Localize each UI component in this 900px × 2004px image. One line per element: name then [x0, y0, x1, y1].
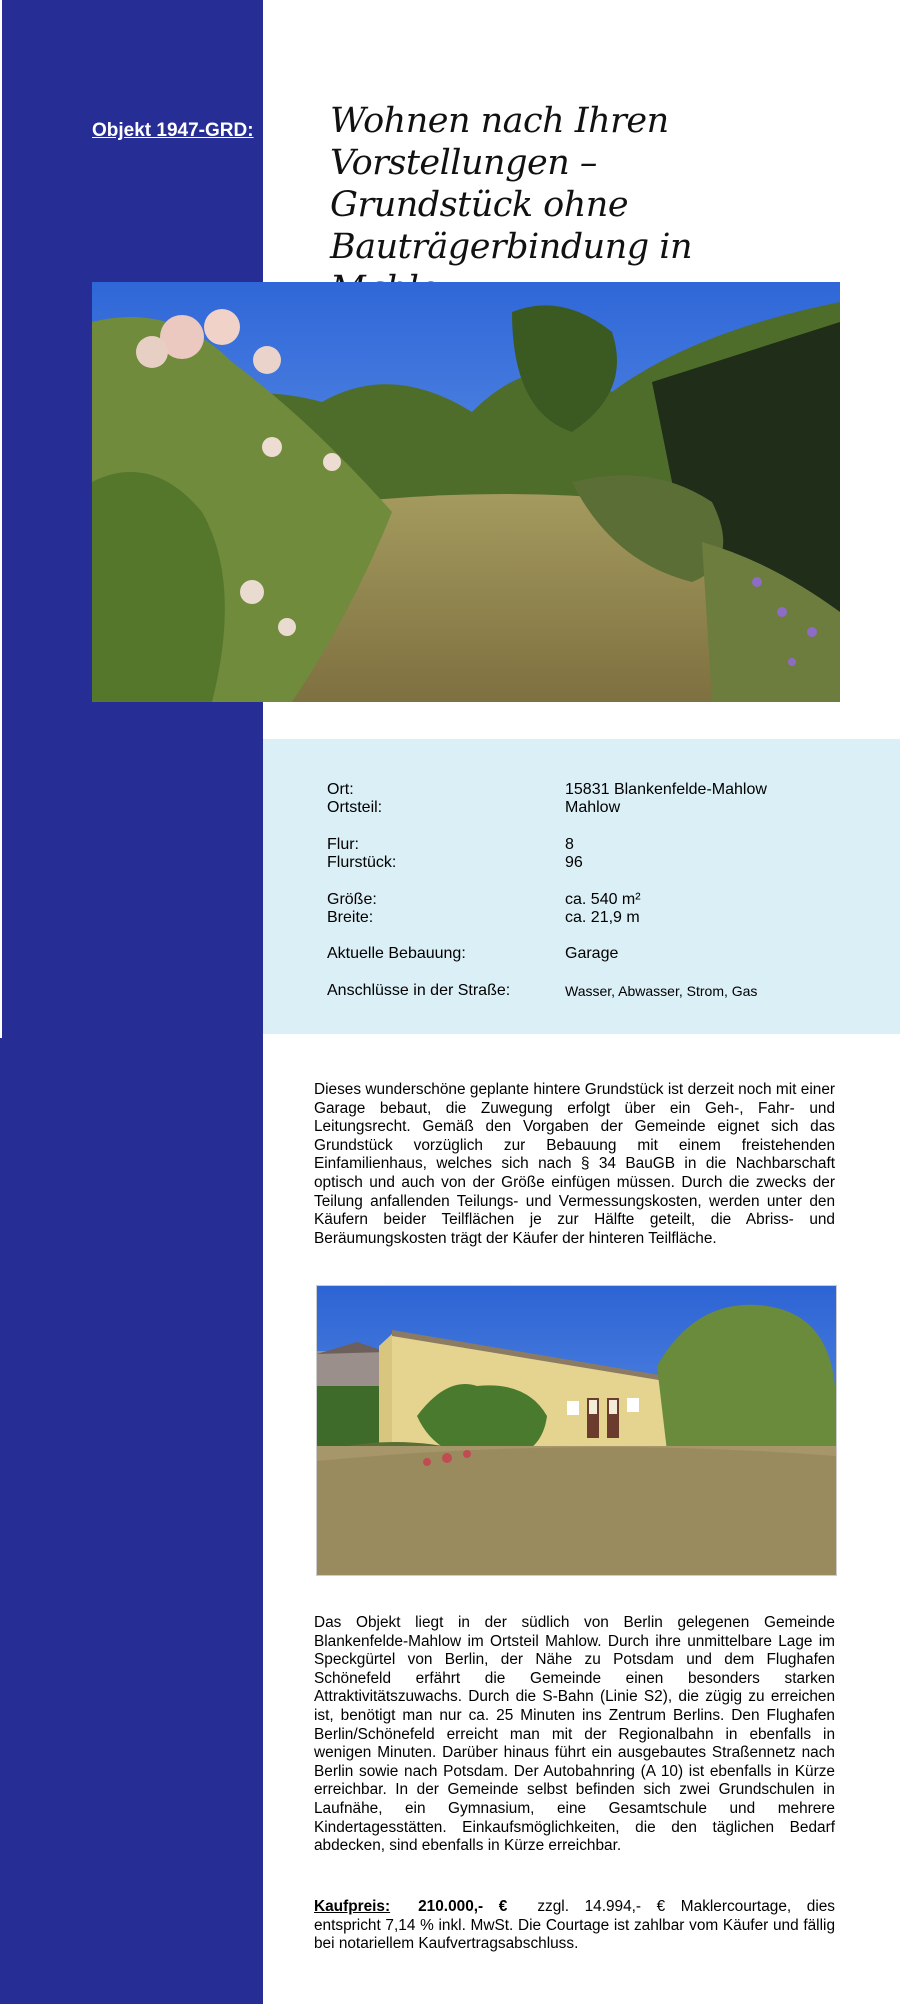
description-paragraph: Dieses wunderschöne geplante hintere Grundstück ist derzeit noch mit einer Garage bebaut, die Zuwegung erfolgt über ein Geh-, Fahr- und Leitungsrecht. Gemäß den Vorgaben der Gemeinde eignet sich das Grundstück vorzüglich zur Bebauung mit einem freistehenden Einfamilienhaus, welches sich nach § 34 BauGB in die Nachbarschaft optisch und auch von der Größe einfügen müssen. Durch die zwecks der Teilung anfallenden Teilungs- und Vermessungskosten, werden unter den Käufern beider Teilflächen je zur Hälfte geteilt, die Abriss- und Beräumungskosten trägt der Käufer der hinteren Teilfläche. [314, 1081, 835, 1247]
garage-house-photo [316, 1285, 837, 1576]
sidebar-edge [0, 0, 2, 1038]
price-label: Kaufpreis: [314, 1898, 391, 1915]
fact-value: ca. 540 m² [565, 891, 641, 908]
fact-value: Mahlow [565, 799, 621, 816]
object-number: Objekt 1947-GRD: [92, 120, 254, 141]
location-paragraph: Das Objekt liegt in der südlich von Berlin gelegenen Gemeinde Blankenfelde-Mahlow im Ortsteil Mahlow. Durch ihre unmittelbare Lage im Speckgürtel von Berlin, der Nähe zu Potsdam und dem Flughafen Schönefeld erfährt die Gemeinde einen besonders starken Attraktivitätszuwachs. Durch die S-Bahn (Linie S2), die zügig zu erreichen ist, benötigt man nur ca. 25 Minuten ins Zentrum Berlins. Den Flughafen Berlin/Schönefeld erreicht man mit der Regionalbahn in ebenfalls in wenigen Minuten. Darüber hinaus führt ein ausgebautes Straßennetz nach Berlin sowie nach Potsdam. Der Autobahnring (A 10) ist ebenfalls in Kürze erreichbar. In der Gemeinde selbst befinden sich zwei Grundschulen in Laufnähe, ein Gymnasium, eine Gesamtschule und mehrere Kindertagesstätten. Einkaufsmöglichkeiten, die den täglichen Bedarf abdecken, sind ebenfalls in Kürze erreichbar. [314, 1614, 835, 1855]
fact-value: ca. 21,9 m [565, 909, 640, 926]
page-title: Wohnen nach Ihren Vorstellungen – Grundstück ohne Bauträgerbindung in [330, 101, 693, 267]
price-value: 210.000,- € [418, 1898, 508, 1915]
fact-value: 8 [565, 836, 574, 853]
fact-label: Ort: [327, 781, 354, 798]
fact-label: Größe: [327, 891, 377, 908]
fact-value: Wasser, Abwasser, Strom, Gas [565, 983, 758, 999]
fact-label: Breite: [327, 909, 374, 926]
property-facts-panel [263, 739, 900, 1034]
fact-label: Ortsteil: [327, 799, 383, 816]
garden-photo [92, 282, 840, 702]
fact-label: Flurstück: [327, 854, 397, 871]
fact-value: 96 [565, 854, 583, 871]
fact-label: Anschlüsse in der Straße: [327, 982, 511, 999]
fact-value: 15831 Blankenfelde-Mahlow [565, 781, 767, 798]
price-section [314, 1898, 835, 1954]
fact-label: Aktuelle Bebauung: [327, 945, 466, 962]
price-note: zzgl. 14.994,- € Maklercourtage, dies entspricht 7,14 % inkl. MwSt. Die Courtage ist zahlbar vom Käufer und fällig bei notariellem Kaufvertragsabschluss. [314, 1898, 835, 1953]
fact-label: Flur: [327, 836, 359, 853]
fact-value: Garage [565, 945, 619, 962]
